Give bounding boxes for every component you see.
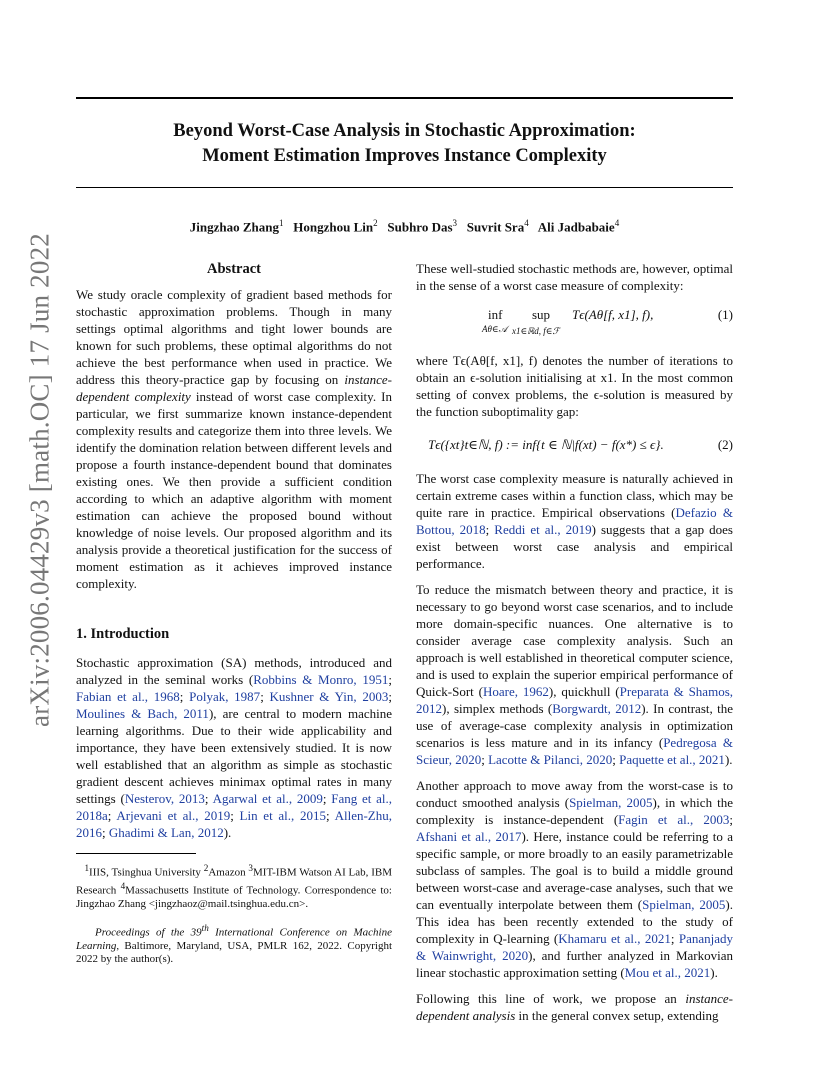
citation-link[interactable]: Paquette et al., 2021 [619, 752, 725, 767]
text-run: The worst case complexity measure is naturally achieved in certain extreme cases within a function class, which may be quite rare in practice. Empirical observations ( [416, 471, 733, 520]
citation-link[interactable]: Lin et al., 2015 [239, 808, 326, 823]
citation-link[interactable]: Fabian et al., 1968 [76, 689, 180, 704]
citation-link[interactable]: Preparata & Shamos, 2012 [416, 684, 733, 716]
text-run: ). This idea has been recently extended to the study of complexity in Q-learning ( [416, 897, 733, 946]
equation-2 [416, 432, 733, 460]
abstract-emphasis: instance-dependent complexity [76, 372, 392, 404]
footnote-marker: 3 [248, 862, 253, 873]
text-run: ; [204, 791, 213, 806]
text-run: ; [260, 689, 270, 704]
eq1-inf-subscript: Aθ∈𝒜 [482, 324, 508, 334]
text-run: Proceedings of the 39 [95, 926, 202, 939]
author-affiliation: 3 [452, 218, 458, 228]
text-run: Another approach to move away from the worst-case is to conduct smoothed analysis ( [416, 778, 733, 810]
citation-link[interactable]: Moulines & Bach, 2011 [76, 706, 209, 721]
proceedings-note [76, 922, 392, 967]
citation-link[interactable]: Agarwal et al., 2009 [212, 791, 323, 806]
text-run: ; [325, 808, 335, 823]
text-run: Massachusetts Institute of Technology. Correspondence to: Jingzhao Zhang <jingzhaoz@mail.tsinghua.edu.cn>. [76, 884, 392, 911]
citation-link[interactable]: Mou et al., 2021 [624, 965, 711, 980]
text-run: ) suggests that a gap does exist between worst case analysis and empirical performance. [416, 522, 733, 571]
text-run: ), are central to modern machine learning algorithms. Due to their wide applicability and importance, they have been extensively studied. It is now well established that an algorithm as simple as stochastic gradient descent achieves minimax optimal rates in many settings ( [76, 706, 392, 806]
body-paragraph: These well-studied stochastic methods are, however, optimal in the sense of a worst case measure of complexity: [416, 261, 733, 293]
right-column [416, 260, 733, 1024]
text-run: th [201, 922, 209, 933]
text-run: Stochastic approximation (SA) methods, introduced and analyzed in the seminal works ( [76, 655, 392, 687]
citation-link[interactable]: Hoare, 1962 [482, 684, 549, 699]
text-run: in the general convex setup, extending [515, 1008, 719, 1023]
citation-link[interactable]: Allen-Zhu, 2016 [76, 808, 392, 840]
text-run: ; [179, 689, 190, 704]
body-paragraph [416, 777, 733, 981]
author-list [76, 214, 733, 236]
footnote-divider [76, 853, 196, 854]
text-run: ), simplex methods ( [442, 701, 553, 716]
citation-link[interactable]: Kushner & Yin, 2003 [269, 689, 389, 704]
footnote-marker: 1 [84, 862, 90, 873]
equation-1 [416, 302, 733, 346]
text-run: ; [481, 752, 489, 767]
author-affiliation: 1 [279, 218, 284, 228]
body-paragraph: where Tϵ(Aθ[f, x1], f) denotes the number of iterations to obtain an ϵ-solution initialising at x1. In the most common setting of convex problems, the ϵ-solution is measured by the function suboptimality gap: [416, 353, 733, 419]
equation-number: (1) [717, 307, 733, 322]
text-run: , Baltimore, Maryland, USA, PMLR 162, 2022. Copyright 2022 by the author(s). [76, 939, 392, 966]
author-name: Suvrit Sra [466, 219, 525, 235]
section-heading-introduction: 1. Introduction [76, 626, 170, 642]
text-run: ; [102, 825, 109, 840]
intro-paragraph [76, 654, 392, 841]
affiliation-footnote [76, 862, 392, 912]
author-affiliation: 4 [524, 218, 529, 228]
text-run: ; [322, 791, 332, 806]
citation-link[interactable]: Spielman, 2005 [569, 795, 653, 810]
text-run: ; [729, 812, 733, 827]
citation-link[interactable]: Lacotte & Pilanci, 2020 [488, 752, 613, 767]
citation-link[interactable]: Fagin et al., 2003 [618, 812, 730, 827]
text-run: IIIS, Tsinghua University [89, 866, 204, 879]
footnote-marker: 4 [120, 880, 126, 891]
text-run: ; [107, 808, 117, 823]
title-top-rule [76, 97, 733, 99]
citation-link[interactable]: Pedregosa & Scieur, 2020 [416, 735, 734, 767]
text-run: ), in which the complexity is instance-dependent ( [416, 795, 734, 827]
citation-link[interactable]: Reddi et al., 2019 [494, 522, 592, 537]
citation-link[interactable]: Arjevani et al., 2019 [116, 808, 231, 823]
text-run: To reduce the mismatch between theory and practice, it is necessary to go beyond worst case scenarios, and to include more domain-specific nuances. One alternative is to consider average case complexity analysis. Such an approach is well established in theoretical computer science, and is used to explain the superior empirical performance of Quick-Sort ( [416, 582, 733, 699]
title-line-1: Beyond Worst-Case Analysis in Stochastic Approximation: [173, 121, 636, 141]
text-run: International Conference on Machine Learning [76, 926, 392, 952]
citation-link[interactable]: Defazio & Bottou, 2018 [416, 505, 733, 537]
abstract-text-part: We study oracle complexity of gradient based methods for stochastic approximation problems. Though in many settings optimal algorithms and tight lower bounds are known for such problems, these optimal algorithms do not achieve the best performance when used in practice. We address this theory-practice gap by focusing on [76, 287, 392, 387]
text-run: ; [230, 808, 240, 823]
text-run: ), quickhull ( [548, 684, 620, 699]
equation-number: (2) [717, 437, 733, 452]
text-run: ; [612, 752, 620, 767]
text-run: ). [223, 825, 232, 840]
text-emphasis: instance-dependent analysis [416, 991, 733, 1023]
body-paragraph [416, 581, 733, 768]
body-paragraph [416, 470, 733, 572]
eq1-sup-subscript: x1∈ℝd, f∈ℱ [512, 326, 560, 336]
text-run: Amazon [208, 866, 249, 879]
citation-link[interactable]: Nesterov, 2013 [124, 791, 205, 806]
arxiv-identifier: arXiv:2006.04429v3 [math.OC] 17 Jun 2022 [24, 233, 55, 727]
text-run: ; [388, 689, 392, 704]
citation-link[interactable]: Afshani et al., 2017 [416, 829, 522, 844]
title-line-2: Moment Estimation Improves Instance Complexity [202, 146, 607, 166]
abstract-heading: Abstract [207, 261, 261, 277]
text-run: ). Here, instance could be referring to a specific sample, or more broadly to an easily parametrizable subclass of samples. The goal is to build a middle ground between worst-case and average-case analyses, such that we can eventually interpolate between them ( [416, 829, 734, 912]
author-name: Jingzhao Zhang [189, 219, 280, 235]
text-run: ). [724, 752, 733, 767]
eq1-inf: inf [488, 307, 503, 322]
footnote-marker: 2 [203, 862, 209, 873]
text-run: ). [710, 965, 718, 980]
text-run: ; [670, 931, 679, 946]
citation-link[interactable]: Spielman, 2005 [642, 897, 726, 912]
text-run: ; [388, 672, 392, 687]
text-run: MIT-IBM Watson AI Lab, IBM Research [76, 866, 393, 897]
paper-title [76, 119, 733, 169]
eq1-body: Tϵ(Aθ[f, x1], f), [572, 307, 654, 322]
abstract-text [76, 286, 392, 592]
text-run: Following this line of work, we propose an [416, 991, 686, 1006]
citation-link[interactable]: Khamaru et al., 2021 [558, 931, 671, 946]
title-bottom-rule [76, 187, 733, 188]
citation-link[interactable]: Ghadimi & Lan, 2012 [108, 825, 224, 840]
text-run: ), and further analyzed in Markovian linear stochastic approximation setting ( [416, 948, 733, 980]
citation-link[interactable]: Polyak, 1987 [189, 689, 261, 704]
text-run: ). In contrast, the use of average-case complexity analysis in optimization scenarios is less mature and in its infancy ( [416, 701, 733, 750]
abstract-text-part: instead of worst case complexity. In particular, we first summarize known instance-dependent complexity results and categorize them into three levels. We identify the domination relation between different levels and propose a fourth instance-dependent bound that dominates existing ones. We then provide a sufficient condition according to which an adaptive algorithm with moment estimation can achieve the proposed bound without knowledge of noise levels. Our proposed algorithm and its analysis provide a theoretical justification for the success of moment estimation as it achieves improved instance complexity. [76, 389, 392, 591]
citation-link[interactable]: Fang et al., 2018a [76, 791, 392, 823]
left-column [76, 260, 392, 967]
author-name: Ali Jadbabaie [537, 219, 615, 235]
citation-link[interactable]: Robbins & Monro, 1951 [253, 672, 389, 687]
eq1-sup: sup [532, 307, 551, 322]
citation-link[interactable]: Pananjady & Wainwright, 2020 [416, 931, 733, 963]
author-name: Hongzhou Lin [293, 219, 374, 235]
author-affiliation: 4 [614, 218, 620, 228]
body-paragraph [416, 990, 733, 1024]
eq2-body: Tϵ({xt}t∈ℕ, f) := inf{t ∈ ℕ|f(xt) − f(x*) ≤ ϵ}. [428, 437, 664, 452]
text-run: ; [485, 522, 495, 537]
author-name: Subhro Das [387, 219, 453, 235]
citation-link[interactable]: Borgwardt, 2012 [552, 701, 642, 716]
author-affiliation: 2 [373, 218, 378, 228]
